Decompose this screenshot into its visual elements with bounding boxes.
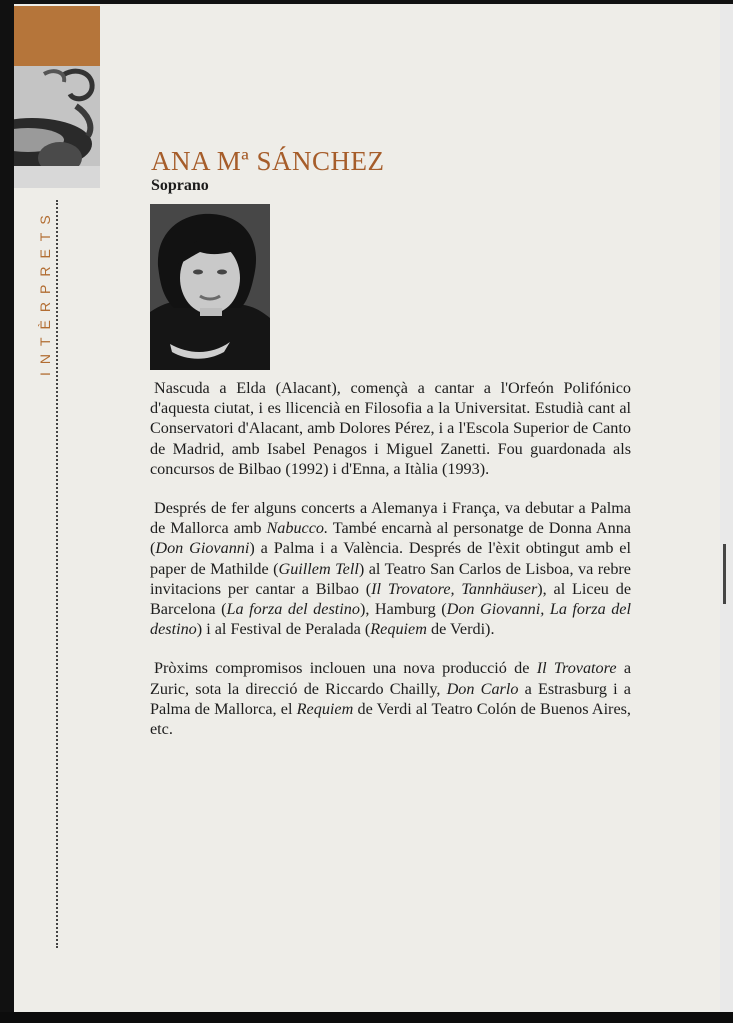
italic-title: Don Giovanni [155,539,250,558]
italic-title: Requiem [296,699,354,718]
italic-title: Il Trovatore [536,659,617,678]
italic-title: Guillem Tell [278,559,359,578]
bio-paragraph-2 [150,498,631,639]
document-page [14,4,720,1012]
text-run: de Verdi al Teatro Colón de Buenos Aires, etc. [150,699,631,739]
text-run: de Verdi). [426,620,495,639]
bio-paragraph-1: Nascuda a Elda (Alacant), començà a cantar a l'Orfeón Polifónico d'aquesta ciutat, i es llicencià en Filosofia a la Universitat. Estudià cant al Conservatori d'Alacant, amb Dolores Pérez, i a l'Escola Superior de Canto de Madrid, amb Isabel Penagos i Miguel Zanetti. Fou guardonada als concursos de Bilbao (1992) i d'Enna, a Itàlia (1993). [150,379,631,478]
bio-paragraph-3 [150,658,631,739]
text-run: ), Hamburg ( [359,600,447,619]
portrait-photo [150,204,270,370]
text-run: a Estrasburg i a Palma de Mallorca, el [150,679,631,718]
dotted-divider [56,200,58,948]
page-edge [720,4,733,1012]
text-run: a Zuric, sota la direcció de Riccardo Chailly, [150,659,632,698]
bottom-edge [0,1012,733,1023]
italic-title: Don Giovanni, La forza del destino [150,600,631,639]
text-run: Pròxims compromisos inclouen una nova producció de [154,659,537,678]
text-run: Després de fer alguns concerts a Alemanya i França, va debutar a Palma de Mallorca amb [150,499,631,538]
text-run: També encarnà al personatge de Donna Anna ( [150,519,631,558]
italic-title: La forza del destino [226,600,360,619]
italic-title: Nabucco. [266,519,329,538]
color-band [14,6,100,66]
decorative-photo [14,66,100,188]
text-run: ) i al Festival de Peralada ( [196,620,371,639]
section-label: INTÈRPRETS [37,207,53,376]
text-run: ), al Liceu de Barcelona ( [150,579,632,619]
page-title: ANA Mª SÁNCHEZ [151,146,385,176]
edge-mark [723,544,726,604]
biography-text [150,378,631,758]
text-run: ) a Palma i a València. Després de l'èxit obtingut amb el paper de Mathilde ( [150,539,631,578]
italic-title: Don Carlo [446,679,519,698]
text-run: ) al Teatro San Carlos de Lisboa, va rebre invitacions per cantar a Bilbao ( [150,559,631,598]
italic-title: Requiem [370,620,427,639]
role-label: Soprano [151,177,209,194]
italic-title: Il Trovatore, Tannhäuser [371,579,538,598]
